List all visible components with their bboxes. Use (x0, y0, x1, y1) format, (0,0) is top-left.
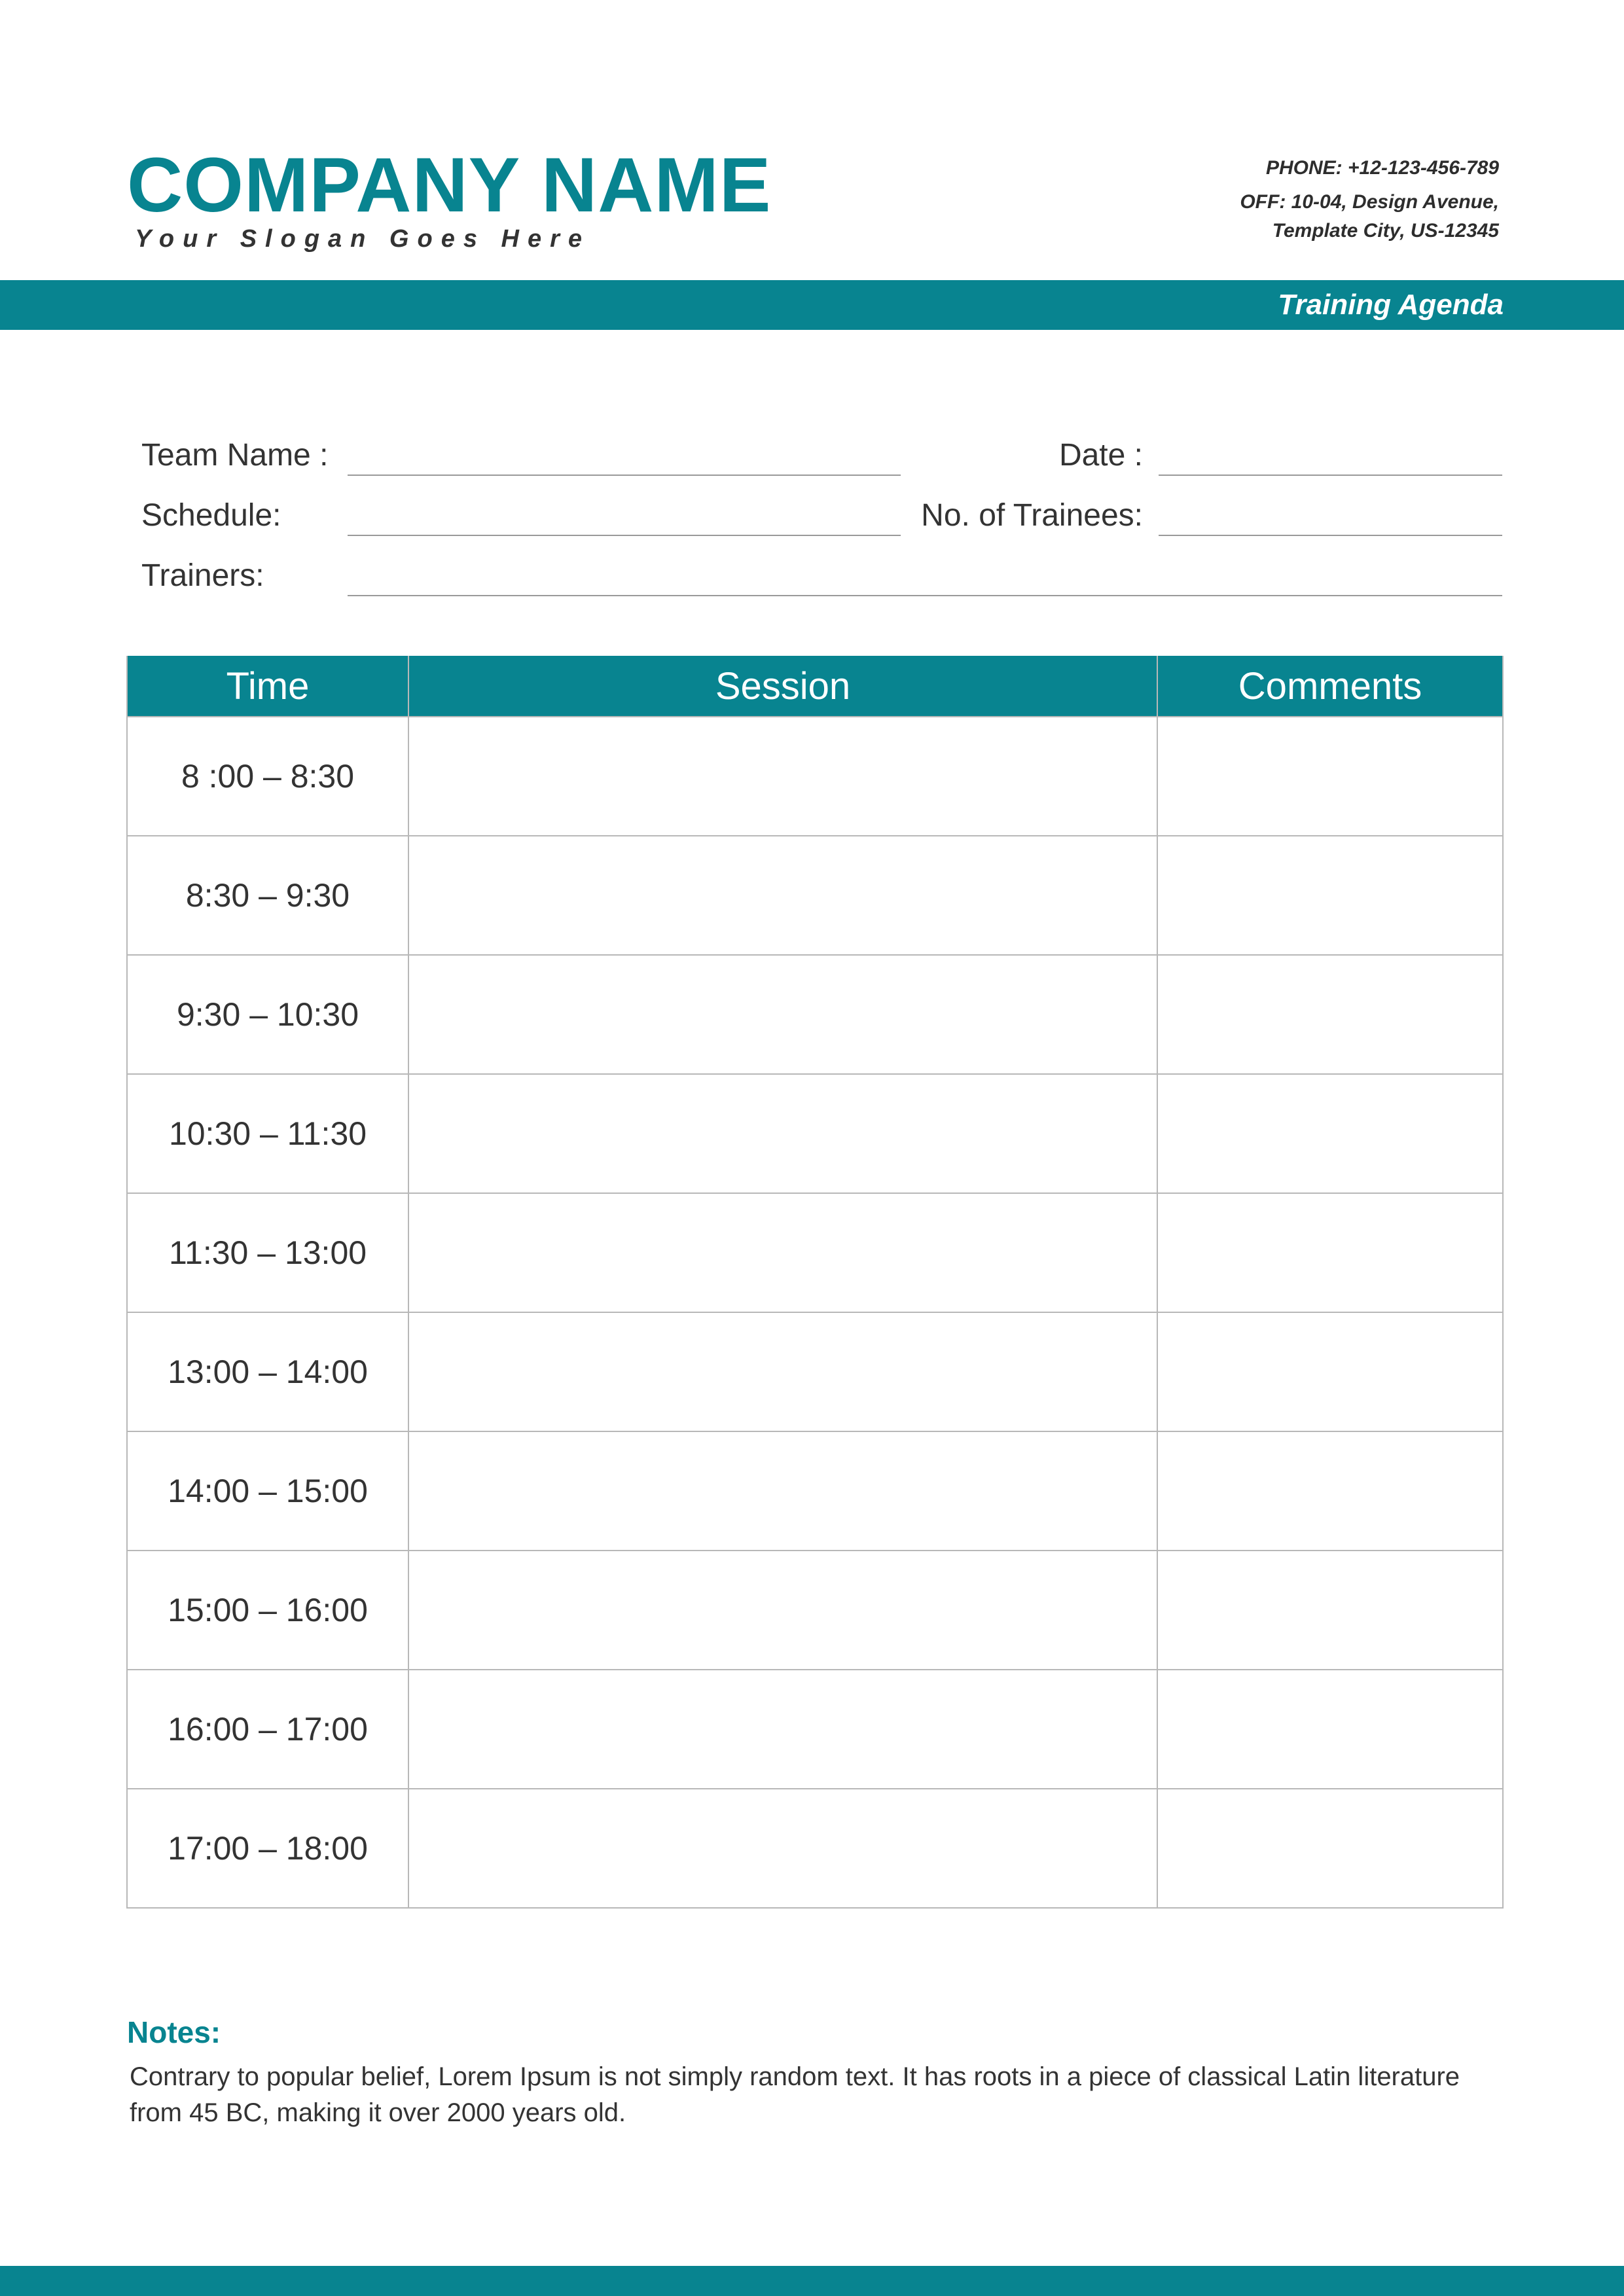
table-row (127, 1789, 1503, 1908)
date-label: Date : (1058, 438, 1143, 473)
time-cell: 17:00 – 18:00 (127, 1789, 408, 1908)
table-row (127, 1670, 1503, 1789)
table-row (127, 1551, 1503, 1670)
title-band (0, 280, 1624, 330)
session-cell[interactable] (408, 1312, 1157, 1431)
comments-cell[interactable] (1157, 717, 1503, 836)
time-cell: 11:30 – 13:00 (127, 1193, 408, 1312)
address-line-1: OFF: 10-04, Design Avenue, (1240, 191, 1499, 213)
time-cell: 13:00 – 14:00 (127, 1312, 408, 1431)
comments-cell[interactable] (1157, 1670, 1503, 1789)
session-cell[interactable] (408, 1431, 1157, 1551)
comments-cell[interactable] (1157, 1551, 1503, 1670)
table-header-row (127, 656, 1503, 717)
comments-cell[interactable] (1157, 1312, 1503, 1431)
comments-cell[interactable] (1157, 1074, 1503, 1193)
time-cell: 16:00 – 17:00 (127, 1670, 408, 1789)
notes-title: Notes: (127, 2015, 221, 2049)
team-name-field[interactable] (348, 475, 901, 476)
session-cell[interactable] (408, 717, 1157, 836)
agenda-table (126, 656, 1504, 1909)
comments-cell[interactable] (1157, 836, 1503, 955)
contact-info (1240, 154, 1499, 245)
comments-cell[interactable] (1157, 1431, 1503, 1551)
table-row (127, 1074, 1503, 1193)
session-cell[interactable] (408, 1074, 1157, 1193)
column-header-time: Time (127, 656, 408, 717)
trainees-label: No. of Trainees: (921, 498, 1143, 533)
session-cell[interactable] (408, 1670, 1157, 1789)
session-cell[interactable] (408, 1789, 1157, 1908)
table-row (127, 836, 1503, 955)
time-cell: 10:30 – 11:30 (127, 1074, 408, 1193)
session-cell[interactable] (408, 836, 1157, 955)
table-row (127, 717, 1503, 836)
table-row (127, 955, 1503, 1074)
trainers-label: Trainers: (141, 558, 264, 593)
trainers-field[interactable] (348, 595, 1502, 596)
trainees-field[interactable] (1159, 535, 1502, 536)
session-cell[interactable] (408, 1551, 1157, 1670)
notes-text: Contrary to popular belief, Lorem Ipsum is not simply random text. It has roots in a piece of classical Latin literature from 45 BC, making it over 2000 years old. (130, 2062, 1460, 2127)
schedule-label: Schedule: (141, 498, 281, 533)
company-name: COMPANY NAME (127, 142, 772, 228)
phone-number: PHONE: +12-123-456-789 (1265, 157, 1499, 179)
column-header-session: Session (408, 656, 1157, 717)
table-row (127, 1312, 1503, 1431)
table-row (127, 1431, 1503, 1551)
schedule-field[interactable] (348, 535, 901, 536)
comments-cell[interactable] (1157, 955, 1503, 1074)
document-title: Training Agenda (1278, 289, 1504, 321)
company-slogan: Your Slogan Goes Here (135, 225, 591, 253)
address-line-2: Template City, US-12345 (1272, 220, 1499, 242)
comments-cell[interactable] (1157, 1789, 1503, 1908)
time-cell: 14:00 – 15:00 (127, 1431, 408, 1551)
team-name-label: Team Name : (141, 438, 329, 473)
date-field[interactable] (1159, 475, 1502, 476)
comments-cell[interactable] (1157, 1193, 1503, 1312)
footer-band (0, 2266, 1624, 2296)
column-header-comments: Comments (1157, 656, 1503, 717)
time-cell: 9:30 – 10:30 (127, 955, 408, 1074)
time-cell: 8:30 – 9:30 (127, 836, 408, 955)
table-row (127, 1193, 1503, 1312)
session-cell[interactable] (408, 955, 1157, 1074)
time-cell: 15:00 – 16:00 (127, 1551, 408, 1670)
time-cell: 8 :00 – 8:30 (127, 717, 408, 836)
session-cell[interactable] (408, 1193, 1157, 1312)
